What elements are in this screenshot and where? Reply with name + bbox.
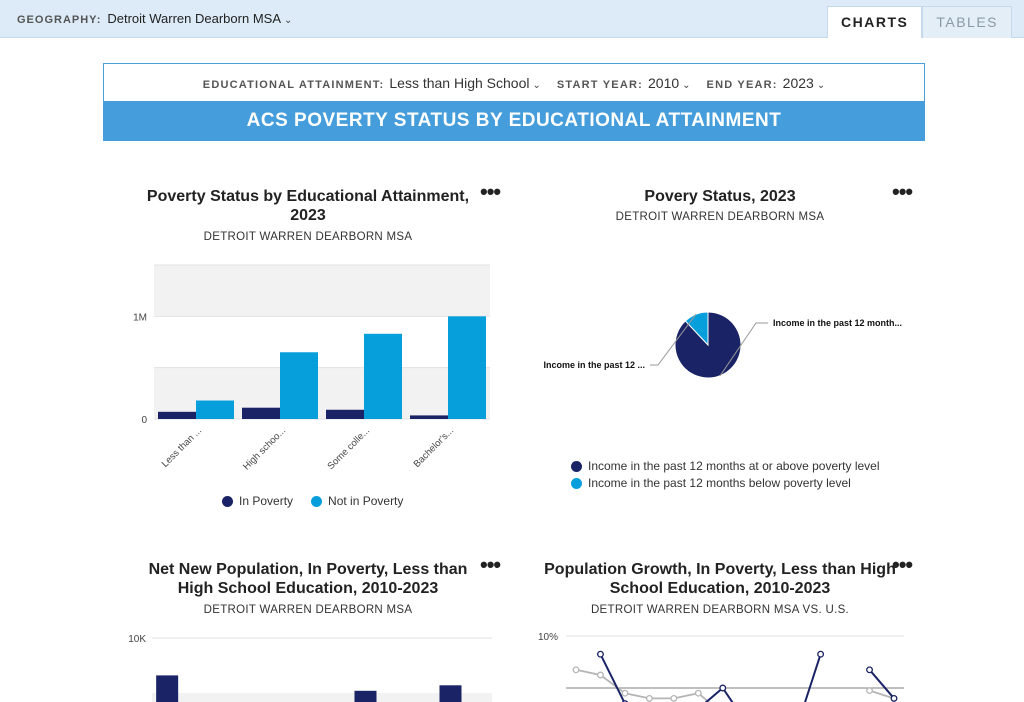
bar-in-poverty bbox=[242, 408, 280, 419]
us-point bbox=[598, 672, 604, 678]
end-year-label: END YEAR: bbox=[706, 78, 778, 91]
start-year-filter[interactable] bbox=[557, 75, 691, 91]
y-tick-label: 10% bbox=[537, 632, 558, 643]
end-year-value[interactable]: 2023 bbox=[782, 74, 814, 91]
y-tick-label: 10K bbox=[128, 634, 146, 645]
legend-not-in-poverty[interactable] bbox=[311, 494, 403, 508]
chart1-title-line2: 2023 bbox=[290, 207, 326, 224]
bar-in-poverty bbox=[440, 685, 462, 702]
view-tabs bbox=[827, 6, 1012, 38]
tab-charts[interactable]: CHARTS bbox=[827, 6, 922, 38]
us-point bbox=[671, 696, 677, 702]
msa-point bbox=[818, 651, 824, 657]
plot-band bbox=[154, 265, 490, 316]
legend-label: Income in the past 12 months below poverty level bbox=[588, 476, 851, 490]
y-tick-label: 0 bbox=[141, 415, 147, 426]
chart4-title bbox=[530, 552, 913, 598]
legend-dot-icon bbox=[222, 496, 233, 507]
education-filter-label: EDUCATIONAL ATTAINMENT: bbox=[202, 78, 385, 91]
chart3-title bbox=[120, 560, 496, 598]
legend-dot-icon bbox=[571, 478, 582, 489]
chart2-legend bbox=[571, 458, 880, 492]
legend-below-poverty[interactable] bbox=[571, 475, 880, 492]
geography-selector[interactable] bbox=[17, 11, 292, 26]
x-tick-label: Some colle... bbox=[325, 425, 373, 472]
geography-value[interactable]: Detroit Warren Dearborn MSA bbox=[107, 11, 281, 26]
legend-in-poverty[interactable] bbox=[222, 494, 293, 508]
top-bar bbox=[0, 0, 1024, 38]
chart1-subtitle: DETROIT WARREN DEARBORN MSA bbox=[203, 231, 413, 243]
start-year-label: START YEAR: bbox=[556, 78, 643, 91]
tab-tables[interactable]: TABLES bbox=[922, 6, 1012, 38]
chart3-menu-icon[interactable]: ••• bbox=[480, 552, 501, 577]
chart3-title-line2: High School Education, 2010-2023 bbox=[177, 580, 439, 597]
chart2-subtitle: DETROIT WARREN DEARBORN MSA bbox=[615, 211, 825, 223]
start-year-value[interactable]: 2010 bbox=[648, 74, 680, 91]
bar-not-in-poverty bbox=[280, 352, 318, 419]
filter-row bbox=[104, 64, 924, 101]
us-point bbox=[647, 696, 653, 702]
chart2-plot bbox=[520, 290, 920, 400]
us-line bbox=[576, 670, 821, 702]
chart4-subtitle: DETROIT WARREN DEARBORN MSA VS. U.S. bbox=[590, 604, 850, 616]
page-title-banner: ACS POVERTY STATUS BY EDUCATIONAL ATTAINMENT bbox=[103, 101, 925, 141]
chart4-plot bbox=[520, 626, 920, 702]
msa-point bbox=[598, 651, 604, 657]
chart3-plot bbox=[120, 626, 500, 702]
legend-label: In Poverty bbox=[239, 494, 294, 508]
legend-above-poverty[interactable] bbox=[571, 458, 880, 475]
chart2-title: Povery Status, 2023 bbox=[644, 188, 796, 205]
chart2-menu-icon[interactable]: ••• bbox=[892, 179, 913, 204]
chart3-title-line1: Net New Population, In Poverty, Less than bbox=[148, 561, 468, 578]
end-year-filter[interactable] bbox=[707, 75, 826, 91]
pie-label: Income in the past 12 ... bbox=[543, 360, 645, 370]
chart4-title-line2: School Education, 2010-2023 bbox=[609, 580, 831, 597]
chart1-title-line1: Poverty Status by Educational Attainment, bbox=[146, 188, 470, 205]
education-filter-value[interactable]: Less than High School bbox=[389, 74, 530, 91]
msa-point bbox=[867, 667, 873, 673]
x-tick-label: Less than ... bbox=[159, 425, 205, 470]
us-point bbox=[696, 690, 702, 696]
chart3-subtitle: DETROIT WARREN DEARBORN MSA bbox=[203, 604, 413, 616]
legend-label: Income in the past 12 months at or above poverty level bbox=[588, 459, 880, 473]
chart1-legend bbox=[222, 494, 403, 508]
msa-point bbox=[891, 696, 897, 702]
x-tick-label: High schoo... bbox=[241, 425, 289, 473]
bar-in-poverty bbox=[410, 415, 448, 419]
chart1-title bbox=[120, 187, 496, 225]
chevron-down-icon[interactable]: ⌄ bbox=[682, 79, 691, 91]
us-point bbox=[622, 690, 628, 696]
pie-label: Income in the past 12 month... bbox=[773, 318, 903, 328]
x-tick-label: Bachelor's... bbox=[411, 425, 457, 470]
chart1-menu-icon[interactable]: ••• bbox=[480, 179, 501, 204]
filter-panel bbox=[103, 63, 925, 141]
legend-dot-icon bbox=[571, 461, 582, 472]
chart1-plot bbox=[120, 255, 500, 485]
chart4-title-line1: Population Growth, In Poverty, Less than High bbox=[544, 561, 896, 578]
chevron-down-icon[interactable]: ⌄ bbox=[532, 79, 541, 91]
us-point bbox=[573, 667, 579, 673]
bar-in-poverty bbox=[355, 691, 377, 702]
y-tick-label: 1M bbox=[133, 312, 147, 324]
bar-not-in-poverty bbox=[364, 334, 402, 419]
education-filter[interactable] bbox=[203, 75, 541, 91]
bar-in-poverty bbox=[156, 675, 178, 702]
bar-not-in-poverty bbox=[196, 401, 234, 419]
geography-label: GEOGRAPHY: bbox=[17, 14, 102, 26]
legend-label: Not in Poverty bbox=[328, 494, 404, 508]
bar-not-in-poverty bbox=[448, 316, 486, 419]
bar-in-poverty bbox=[326, 410, 364, 419]
legend-dot-icon bbox=[311, 496, 322, 507]
us-point bbox=[867, 688, 873, 694]
chevron-down-icon[interactable]: ⌄ bbox=[284, 15, 293, 26]
msa-point bbox=[720, 685, 726, 691]
bar-in-poverty bbox=[158, 412, 196, 419]
chart4-menu-icon[interactable]: ••• bbox=[892, 552, 913, 577]
chevron-down-icon[interactable]: ⌄ bbox=[816, 79, 826, 91]
